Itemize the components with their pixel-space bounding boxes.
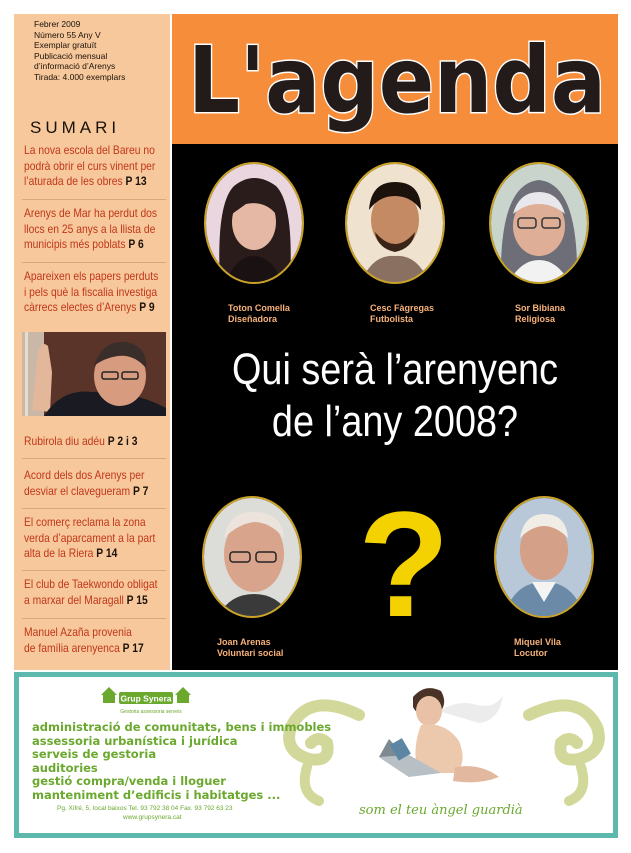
- question-mark: ?: [358, 480, 450, 648]
- divider: [22, 508, 166, 509]
- toc-item[interactable]: Manuel Azaña provenia de família arenyenca P 17: [24, 625, 144, 655]
- toc-item[interactable]: El club de Taekwondo obligat a marxar del Maragall P 15: [24, 577, 158, 607]
- page-ref: P 2 i 3: [107, 434, 138, 448]
- toc-item[interactable]: Rubirola diu adéu P 2 i 3: [24, 434, 138, 448]
- page-ref: P 13: [125, 174, 147, 188]
- page-ref: P 15: [126, 592, 148, 607]
- page-ref: P 17: [122, 640, 144, 655]
- person-caption: Sor Bibiana Religiosa: [515, 303, 566, 324]
- svg-text:Gestoria assessoria serveis: Gestoria assessoria serveis: [120, 709, 182, 715]
- person-caption: Joan Arenas Voluntari social: [217, 637, 284, 658]
- person-caption: Miquel Vila Locutor: [514, 637, 561, 658]
- sumari-heading: SUMARI: [30, 118, 121, 137]
- divider: [22, 618, 166, 619]
- ad-slogan: som el teu àngel guardià: [359, 803, 523, 818]
- issue-info: [34, 19, 168, 82]
- page-ref: P 7: [133, 483, 149, 498]
- page-ref: P 14: [96, 546, 118, 560]
- agenda-logo: [182, 22, 612, 140]
- issue-circulation: Tirada: 4.000 exemplars: [34, 71, 126, 82]
- issue-free: Exemplar gratuït: [34, 40, 97, 50]
- toc-item[interactable]: Acord dels dos Arenys per desviar el clavegueram P 7: [24, 468, 149, 498]
- child-with-laptop-image: [349, 681, 519, 797]
- sidebar: [14, 14, 170, 670]
- toc-item[interactable]: La nova escola del Bareu no podrà obrir el curs vinent per l’aturada de les obres P 13: [24, 143, 156, 188]
- person-caption: Toton Comella Diseñadora: [228, 303, 290, 324]
- grup-synera-logo: [91, 683, 211, 719]
- svg-text:Grup Synera: Grup Synera: [120, 693, 172, 704]
- portrait-sor-bibiana: [489, 162, 589, 284]
- issue-number: Número 55 Any V: [34, 29, 101, 40]
- right-wing-icon: [519, 697, 609, 807]
- rubirola-photo: [22, 332, 166, 416]
- svg-text:L'agenda: L'agenda: [188, 27, 606, 134]
- masthead: [172, 14, 618, 144]
- divider: [22, 570, 166, 571]
- issue-date: Febrer 2009: [34, 19, 81, 29]
- portrait-miquel-vila: [494, 496, 594, 618]
- ad-content: [19, 677, 613, 833]
- ad-contact: Pg. Xifré, 5, local baixos Tel. 93 792 38 04 Fax. 93 792 63 23: [57, 805, 233, 812]
- toc-item[interactable]: Arenys de Mar ha perdut dos llocs en 25 anys a la llista de municipis més poblats P 6: [24, 206, 158, 251]
- portrait-toton-comella: [204, 162, 304, 284]
- portrait-cesc-fabregas: [345, 162, 445, 284]
- issue-frequency: Publicació mensual: [34, 50, 108, 61]
- cover-headline: Qui serà l’arenyenc de l’any 2008?: [231, 345, 558, 446]
- ad-url[interactable]: www.grupsynera.cat: [123, 814, 182, 821]
- person-caption: Cesc Fàgregas Futbolista: [370, 303, 435, 324]
- page-ref: P 6: [128, 237, 144, 251]
- cover-panel: [172, 144, 618, 670]
- advertisement[interactable]: [14, 672, 618, 838]
- toc-item[interactable]: Apareixen els papers perduts i pels què la fiscalia investiga càrrecs electes d’Arenys P 9: [24, 269, 159, 314]
- issue-scope: d’informació d’Arenys: [34, 61, 116, 71]
- ad-services: administració de comunitats, bens i immobles assessoria urbanística i jurídica serveis de gestoria auditories gestió compra/venda i lloguer manteniment d’edificis i habitatges ...: [32, 720, 332, 802]
- toc-item[interactable]: El comerç reclama la zona verda d’aparcament a la part alta de la Riera P 14: [24, 515, 156, 560]
- page-ref: P 9: [139, 300, 155, 314]
- divider: [22, 262, 166, 263]
- divider: [22, 199, 166, 200]
- divider: [22, 458, 166, 459]
- portrait-joan-arenas: [202, 496, 302, 618]
